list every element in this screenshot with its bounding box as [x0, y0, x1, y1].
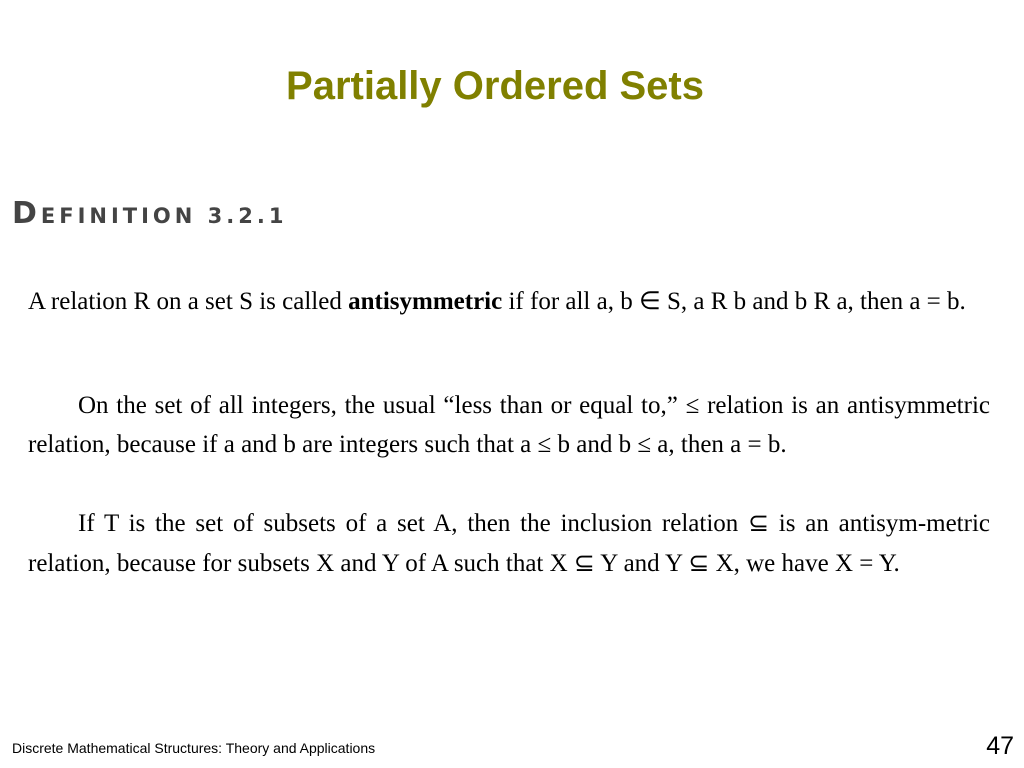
definition-text-pre: A relation R on a set S is called — [28, 288, 349, 315]
definition-text-post: if for all a, b ∈ S, a R b and b R a, then a = b. — [502, 288, 966, 315]
definition-heading-initial: D — [12, 196, 41, 231]
definition-heading — [12, 196, 287, 231]
example-paragraph-integers: On the set of all integers, the usual “less than or equal to,” ≤ relation is an antisymmetric relation, because if a and b are integers such that a ≤ b and b ≤ a, then a = b. — [28, 392, 990, 458]
example-paragraph-subsets: If T is the set of subsets of a set A, then the inclusion relation ⊆ is an antisym-metric relation, because for subsets X and Y of A such that X ⊆ Y and Y ⊆ X, we have X = Y. — [28, 510, 990, 577]
definition-text — [28, 283, 992, 321]
page-number: 47 — [986, 732, 1014, 760]
definition-heading-rest: EFINITION 3.2.1 — [40, 204, 288, 228]
slide-title: Partially Ordered Sets — [286, 64, 704, 108]
footer-course-title: Discrete Mathematical Structures: Theory and Applications — [12, 740, 376, 756]
definition-term: antisymmetric — [348, 288, 503, 315]
